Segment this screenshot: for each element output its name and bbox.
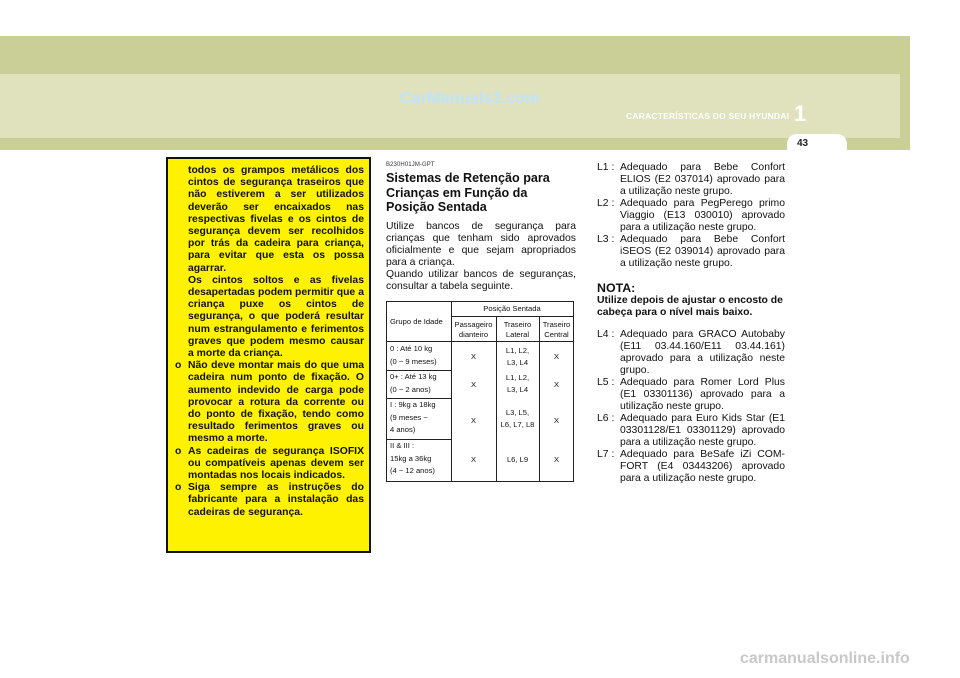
table-cell-line: L1, L2, (505, 373, 530, 382)
page-number: 43 (797, 138, 809, 149)
note-heading: NOTA: (597, 281, 636, 295)
table-cell: 15kg a 36kg (390, 453, 432, 463)
table-cell: X (553, 416, 560, 425)
approval-text: Adequado para PegPerego primo Viaggio (E13 030010) aprovado para a utilização neste grupo. (620, 198, 785, 233)
table-cell: 4 anos) (390, 425, 416, 434)
approval-text: Adequado para Bebe Confort iSEOS (E2 039014) aprovado para a utilização neste grupo. (620, 234, 785, 269)
seating-position-table (386, 301, 574, 482)
approval-item (597, 162, 785, 198)
table-cell: (0 ~ 2 anos) (390, 384, 431, 394)
table-cell-line: L1, L2, (505, 346, 530, 355)
table-row-group (390, 399, 436, 437)
table-cell: X (470, 352, 477, 361)
bullet-marker: o (175, 360, 182, 372)
warning-box (166, 157, 371, 553)
table-cell-line: L3, L4 (506, 358, 529, 367)
table-cell (496, 407, 539, 431)
table-divider (451, 316, 573, 317)
watermark-logo-bottom[interactable]: carmanualsonline.info (740, 650, 910, 667)
section-code: B230H01JM-GPT (386, 162, 435, 168)
table-cell (496, 372, 539, 396)
bullet-marker: o (175, 482, 182, 494)
bullet-marker: o (175, 445, 182, 457)
approval-code: L4 : (597, 329, 615, 340)
table-cell: X (553, 380, 560, 389)
table-cell: II & III : (390, 441, 415, 450)
approval-item (597, 198, 785, 234)
table-cell: (9 meses ~ (390, 412, 428, 422)
table-cell: L6, L9 (506, 455, 529, 464)
table-cell: (0 ~ 9 meses) (390, 356, 437, 366)
table-cell: X (470, 455, 477, 464)
approval-code: L2 : (597, 198, 615, 209)
note-text: Utilize depois de ajustar o encosto de cabeça para o nível mais baixo. (597, 295, 783, 318)
table-divider (387, 341, 573, 342)
approval-code: L1 : (597, 162, 615, 173)
chapter-number: 1 (794, 101, 807, 126)
section-paragraph: Quando utilizar bancos de seguranças, consultar a tabela seguinte. (386, 268, 576, 292)
approval-item (597, 377, 785, 413)
table-cell: X (470, 380, 477, 389)
warning-bullet-text: Siga sempre as instruções do fabricante para a instalação das cadeiras de segurança. (188, 482, 364, 518)
warning-bullet (174, 482, 364, 519)
section-title: Sistemas de Retenção para Crianças em Função da Posição Sentada (386, 171, 550, 214)
table-column-header: Traseiro Central (542, 320, 571, 339)
warning-bullet (174, 360, 364, 445)
approvals-column (597, 162, 785, 485)
approval-item (597, 449, 785, 485)
approval-text: Adequado para GRACO Autobaby (E11 03.44.160/E11 03.44.161) aprovado para a utilização neste grupo. (620, 329, 785, 376)
approval-code: L3 : (597, 234, 615, 245)
approval-item (597, 234, 785, 270)
warning-bullet (174, 446, 364, 483)
table-row-group (390, 371, 437, 396)
approval-text: Adequado para Bebe Confort ELIOS (E2 037014) aprovado para a utilização neste grupo. (620, 162, 785, 197)
table-header-position: Posição Sentada (483, 304, 541, 313)
table-column-header: Traseiro Lateral (503, 320, 532, 339)
section-column (386, 162, 576, 293)
approval-code: L6 : (597, 413, 615, 424)
table-cell: (4 ~ 12 anos) (390, 466, 435, 475)
table-cell: I : 9kg a 18kg (390, 400, 436, 409)
table-row-group (390, 343, 437, 368)
warning-continuation: todos os grampos metálicos dos cintos de segurança traseiros que não estiverem a ser utilizados deverão ser encaixados nas respectivas fivelas e os cintos de segurança devem ser recolhidos por trás da cadeira para criança, para evitar que esta os possa agarrar. (188, 165, 364, 274)
approval-text: Adequado para Euro Kids Star (E1 03301128/E1 03301129) aprovado para a utilização neste grupo. (620, 413, 785, 448)
warning-bullet-text: As cadeiras de segurança ISOFIX ou compatíveis apenas devem ser montadas nos locais indicados. (188, 445, 364, 482)
warning-bullet-text: Não deve montar mais do que uma cadeira num ponto de fixação. O aumento indevido de carga pode provocar a rotura da corrente ou do ponto de fixação, tendo como resultado ferimentos graves ou mesmo a morte. (188, 360, 364, 445)
table-cell-line: L3, L4 (506, 385, 529, 394)
approval-code: L5 : (597, 377, 615, 388)
chapter-title: CARACTERÍSTICAS DO SEU HYUNDAI (626, 111, 790, 121)
table-cell-line: L6, L7, L8 (500, 420, 535, 429)
approval-text: Adequado para Romer Lord Plus (E1 03301136) aprovado para a utilização neste grupo. (620, 377, 785, 412)
table-header-group: Grupo de Idade (390, 317, 443, 326)
approval-item (597, 413, 785, 449)
table-cell: X (553, 455, 560, 464)
table-row-group (390, 440, 435, 478)
table-cell: 0+ : Até 13 kg (390, 372, 437, 381)
approval-item (597, 329, 785, 377)
table-cell: 0 : Até 10 kg (390, 344, 433, 353)
section-paragraph: Utilize bancos de segurança para crianças que tenham sido aprovados oficialmente e que sejam apropriados para a criança. (386, 220, 576, 268)
table-column-header: Passageiro dianteiro (454, 320, 493, 339)
approval-text: Adequado para BeSafe iZi COM-FORT (E4 03443206) aprovado para a utilização neste grupo. (620, 449, 785, 484)
table-cell: X (553, 352, 560, 361)
watermark-logo-top[interactable]: CarManuals2.com (400, 90, 540, 107)
approval-code: L7 : (597, 449, 615, 460)
table-cell: X (470, 416, 477, 425)
warning-continuation-2: Os cintos soltos e as fivelas desapertadas podem permitir que a criança puxe os cintos de segurança, o que poderá resultar num estrangulamento e ferimentos graves que podem mesmo causar a morte da criança. (188, 274, 364, 360)
page-number-tab (787, 134, 847, 152)
table-cell (496, 345, 539, 369)
table-cell-line: L3, L5, (505, 408, 530, 417)
